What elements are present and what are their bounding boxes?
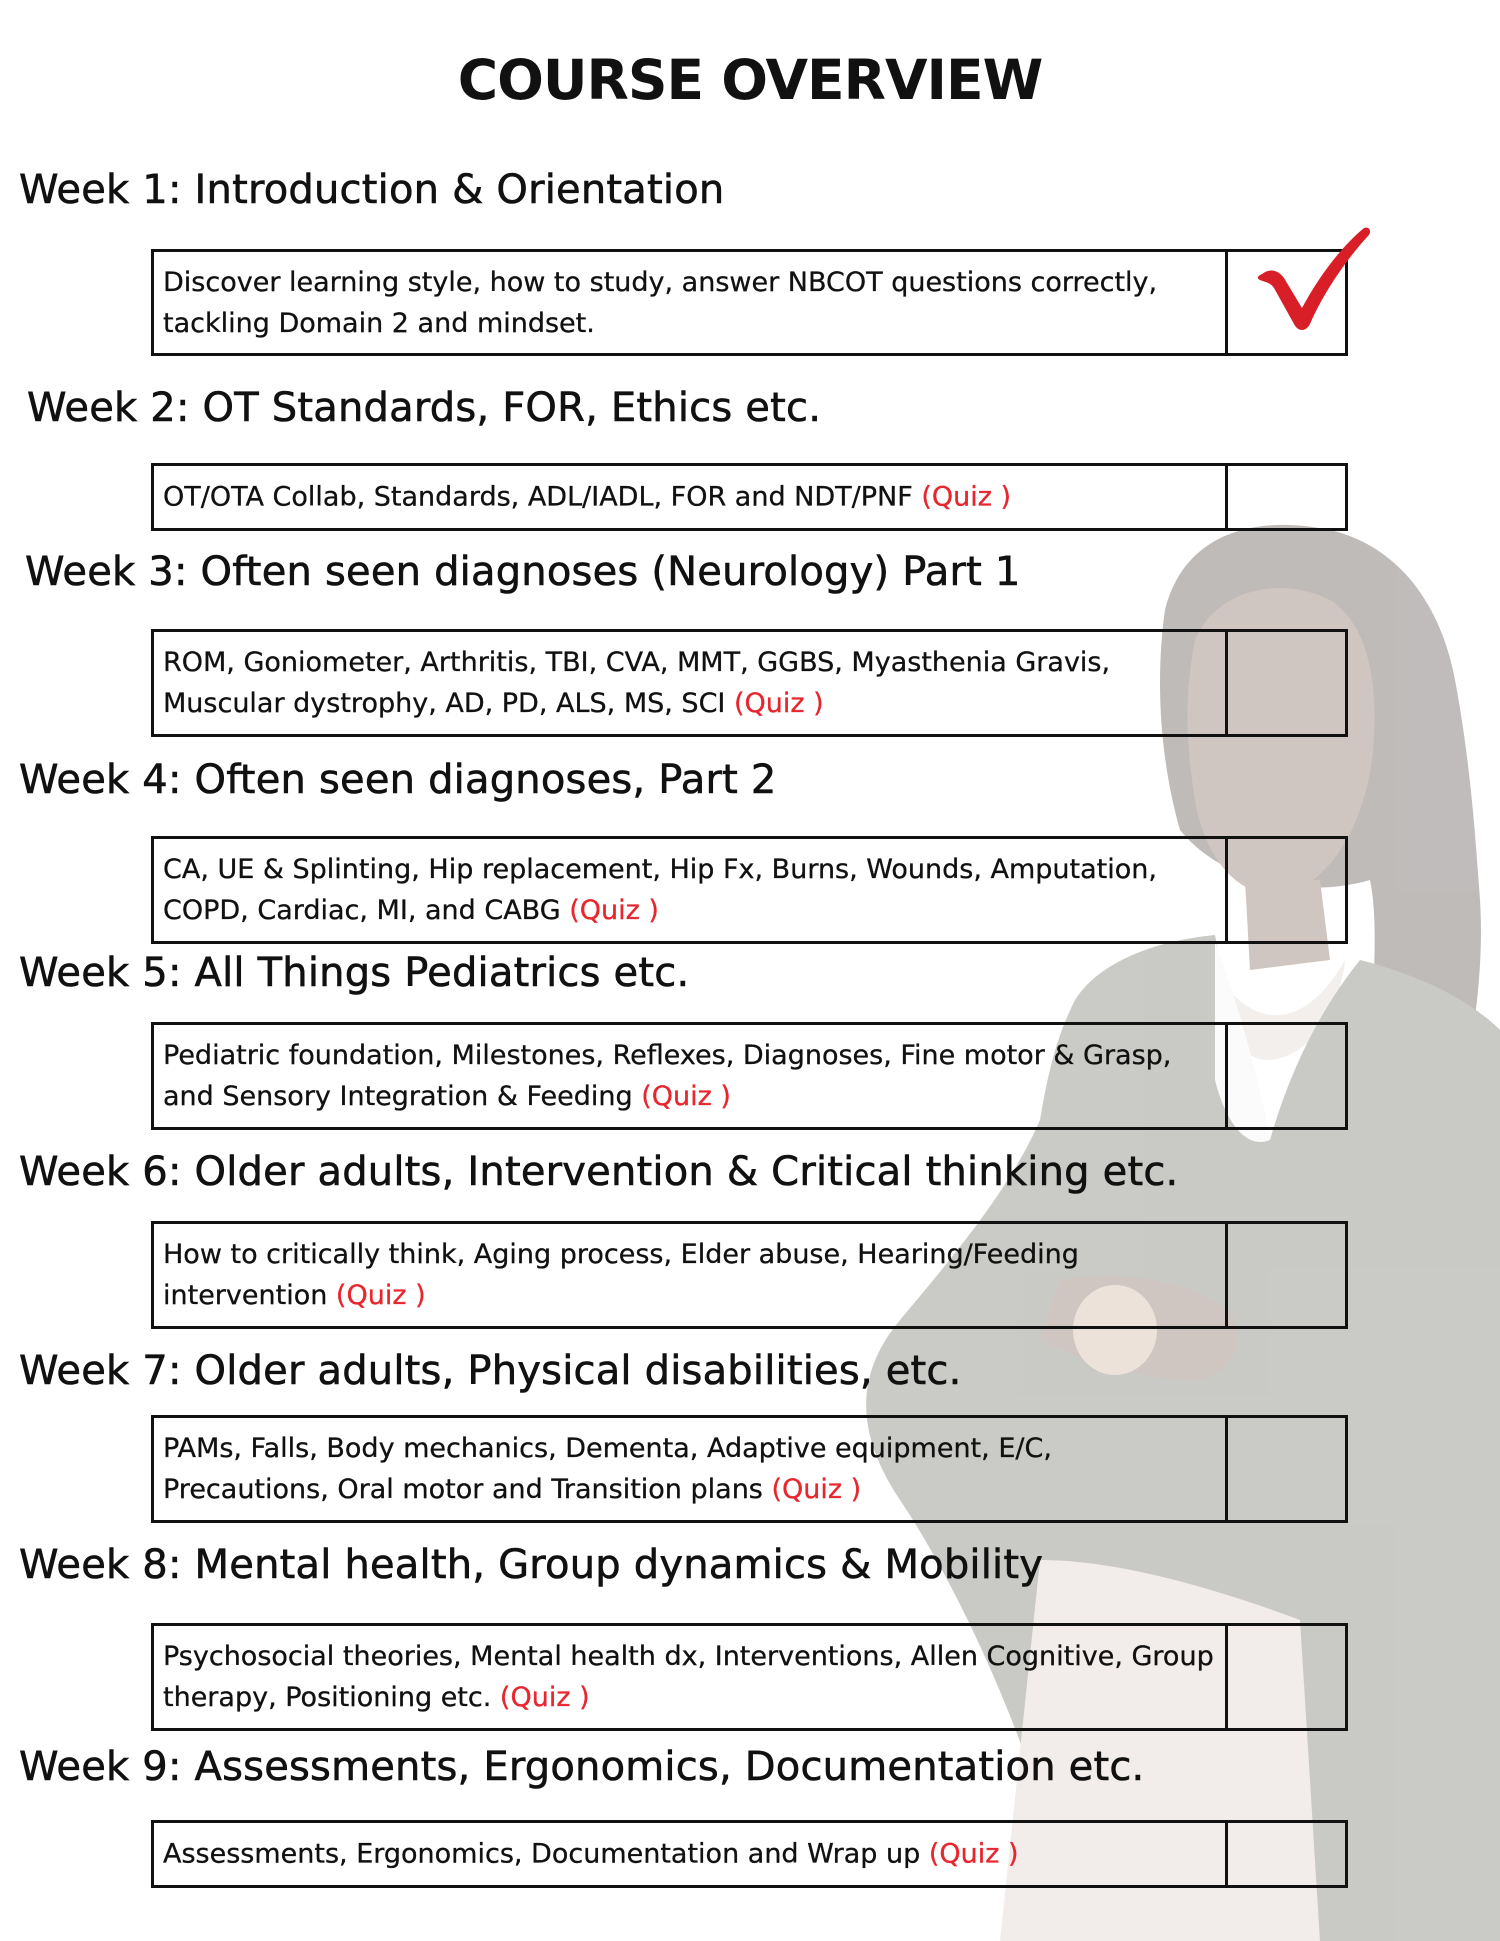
week-9-heading: Week 9: Assessments, Ergonomics, Documentation etc. — [19, 1744, 1145, 1790]
week-5-checkbox[interactable] — [1225, 1025, 1345, 1127]
week-9-row — [151, 1820, 1348, 1888]
week-5-quiz-label: (Quiz ) — [641, 1081, 731, 1112]
week-5-heading: Week 5: All Things Pediatrics etc. — [19, 950, 690, 996]
week-2-description: OT/OTA Collab, Standards, ADL/IADL, FOR and NDT/PNF (Quiz ) — [163, 481, 1012, 513]
week-1-row — [151, 249, 1348, 356]
red-checkmark-icon — [1254, 222, 1372, 334]
page-title: COURSE OVERVIEW — [457, 48, 1043, 112]
week-1-description: Discover learning style, how to study, answer NBCOT questions correctly, tackling Domain 2 and mindset. — [163, 266, 1158, 339]
week-4-row — [151, 836, 1348, 944]
week-7-heading: Week 7: Older adults, Physical disabilities, etc. — [19, 1348, 962, 1394]
week-3-quiz-label: (Quiz ) — [733, 688, 824, 719]
week-6-quiz-label: (Quiz ) — [335, 1280, 426, 1311]
week-3-checkbox[interactable] — [1225, 632, 1345, 734]
week-8-row — [151, 1623, 1348, 1731]
week-2-heading: Week 2: OT Standards, FOR, Ethics etc. — [27, 385, 822, 431]
week-1-heading: Week 1: Introduction & Orientation — [19, 167, 725, 213]
week-3-heading: Week 3: Often seen diagnoses (Neurology) Part 1 — [25, 549, 1021, 595]
week-7-quiz-label: (Quiz ) — [771, 1474, 862, 1505]
week-6-description: How to critically think, Aging process, Elder abuse, Hearing/Feeding intervention (Quiz ) — [163, 1239, 1079, 1311]
week-5-row — [151, 1022, 1348, 1130]
week-9-checkbox[interactable] — [1225, 1823, 1345, 1885]
week-4-checkbox[interactable] — [1225, 839, 1345, 941]
week-7-description: PAMs, Falls, Body mechanics, Dementa, Adaptive equipment, E/C, Precautions, Oral motor and Transition plans (Quiz ) — [163, 1433, 1052, 1505]
week-8-heading: Week 8: Mental health, Group dynamics & Mobility — [19, 1542, 1044, 1588]
week-8-description: Psychosocial theories, Mental health dx, Interventions, Allen Cognitive, Group therapy, Positioning etc. (Quiz ) — [163, 1641, 1214, 1713]
week-6-row — [151, 1221, 1348, 1329]
week-2-checkbox[interactable] — [1225, 466, 1345, 528]
week-5-description: Pediatric foundation, Milestones, Reflexes, Diagnoses, Fine motor & Grasp, and Sensory Integration & Feeding (Quiz ) — [163, 1040, 1172, 1112]
week-4-description: CA, UE & Splinting, Hip replacement, Hip Fx, Burns, Wounds, Amputation, COPD, Cardiac, MI, and CABG (Quiz ) — [163, 854, 1157, 926]
week-6-checkbox[interactable] — [1225, 1224, 1345, 1326]
week-7-checkbox[interactable] — [1225, 1418, 1345, 1520]
week-3-description: ROM, Goniometer, Arthritis, TBI, CVA, MMT, GGBS, Myasthenia Gravis, Muscular dystrophy, AD, PD, ALS, MS, SCI (Quiz ) — [163, 647, 1111, 719]
week-2-row — [151, 463, 1348, 531]
week-4-heading: Week 4: Often seen diagnoses, Part 2 — [19, 757, 777, 803]
week-2-quiz-label: (Quiz ) — [921, 481, 1012, 513]
week-8-quiz-label: (Quiz ) — [499, 1682, 590, 1713]
week-1-checkbox[interactable] — [1225, 252, 1345, 353]
week-3-row — [151, 629, 1348, 737]
week-9-quiz-label: (Quiz ) — [928, 1838, 1019, 1870]
week-9-description: Assessments, Ergonomics, Documentation and Wrap up (Quiz ) — [163, 1838, 1019, 1870]
week-4-quiz-label: (Quiz ) — [569, 895, 659, 926]
week-8-checkbox[interactable] — [1225, 1626, 1345, 1728]
week-6-heading: Week 6: Older adults, Intervention & Critical thinking etc. — [19, 1149, 1179, 1195]
week-7-row — [151, 1415, 1348, 1523]
